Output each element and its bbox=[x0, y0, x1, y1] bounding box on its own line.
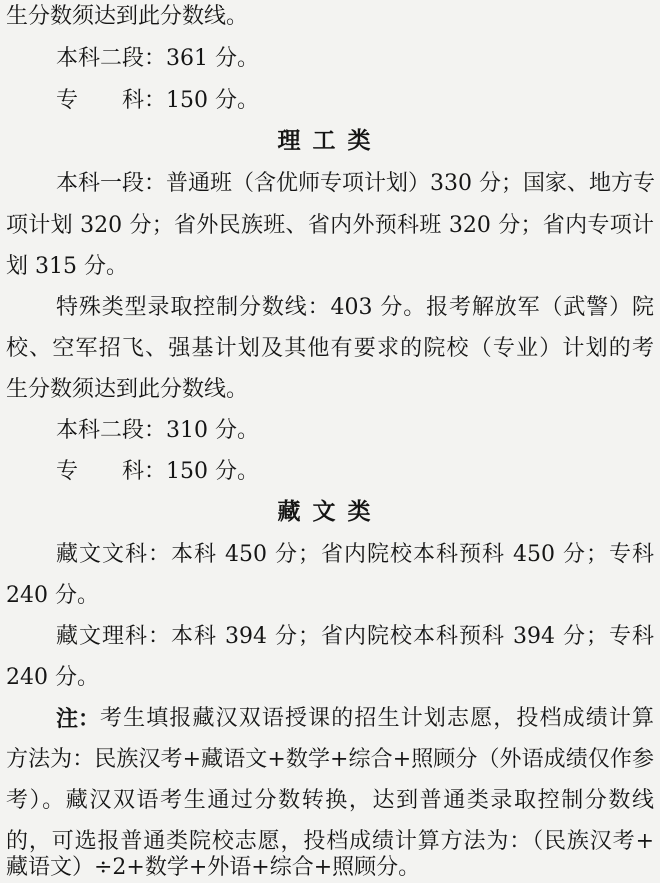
paragraph-line bbox=[6, 622, 654, 652]
section-heading: 藏文类 bbox=[277, 498, 383, 525]
section-heading: 理工类 bbox=[277, 127, 383, 154]
text-line: 本科二段：361 分。 bbox=[56, 46, 259, 71]
text-line: 240 分。 bbox=[6, 583, 99, 608]
paragraph-line bbox=[6, 375, 654, 405]
paragraph-line bbox=[6, 44, 654, 74]
text-line: 考）。藏汉双语考生通过分数转换，达到普通类录取控制分数线 bbox=[6, 788, 654, 813]
paragraph-line bbox=[6, 293, 654, 323]
text-line: 藏文理科：本科 394 分；省内院校本科预科 394 分；专科 bbox=[56, 624, 654, 649]
text-line: 专 科：150 分。 bbox=[56, 88, 259, 113]
paragraph-line bbox=[6, 416, 654, 446]
paragraph-line bbox=[6, 540, 654, 570]
text-line: 考生填报藏汉双语授课的招生计划志愿，投档成绩计算 bbox=[100, 706, 654, 731]
paragraph-line bbox=[6, 786, 654, 816]
text-line: 生分数须达到此分数线。 bbox=[6, 4, 249, 29]
text-line: 本科一段：普通班（含优师专项计划）330 分；国家、地方专 bbox=[56, 171, 655, 196]
paragraph-line bbox=[6, 169, 654, 199]
paragraph-line bbox=[6, 853, 654, 883]
paragraph-line bbox=[6, 457, 654, 487]
paragraph-line bbox=[6, 211, 654, 241]
paragraph-line bbox=[6, 2, 654, 32]
note-label: 注： bbox=[56, 706, 101, 732]
note-line bbox=[6, 704, 654, 734]
paragraph-line bbox=[6, 86, 654, 116]
paragraph-line bbox=[6, 745, 654, 775]
text-line: 本科二段：310 分。 bbox=[56, 418, 259, 443]
text-line: 生分数须达到此分数线。 bbox=[6, 377, 249, 402]
text-line: 特殊类型录取控制分数线：403 分。报考解放军（武警）院 bbox=[56, 295, 654, 320]
paragraph-line bbox=[6, 252, 654, 282]
text-line: 方法为：民族汉考+藏语文+数学+综合+照顾分（外语成绩仅作参 bbox=[6, 747, 654, 772]
text-line: 240 分。 bbox=[6, 665, 99, 690]
text-line: 专 科：150 分。 bbox=[56, 459, 259, 484]
text-line: 的，可选报普通类院校志愿，投档成绩计算方法为：（民族汉考+ bbox=[6, 829, 654, 854]
text-line: 项计划 320 分；省外民族班、省内外预科班 320 分；省内专项计 bbox=[6, 213, 654, 238]
text-line: 藏文文科：本科 450 分；省内院校本科预科 450 分；专科 bbox=[56, 542, 654, 567]
paragraph-line bbox=[6, 581, 654, 611]
text-line: 校、空军招飞、强基计划及其他有要求的院校（专业）计划的考 bbox=[6, 336, 654, 361]
paragraph-line bbox=[6, 334, 654, 364]
text-line: 藏语文）÷2+数学+外语+综合+照顾分。 bbox=[6, 855, 421, 880]
paragraph-line bbox=[6, 663, 654, 693]
text-line: 划 315 分。 bbox=[6, 254, 128, 279]
